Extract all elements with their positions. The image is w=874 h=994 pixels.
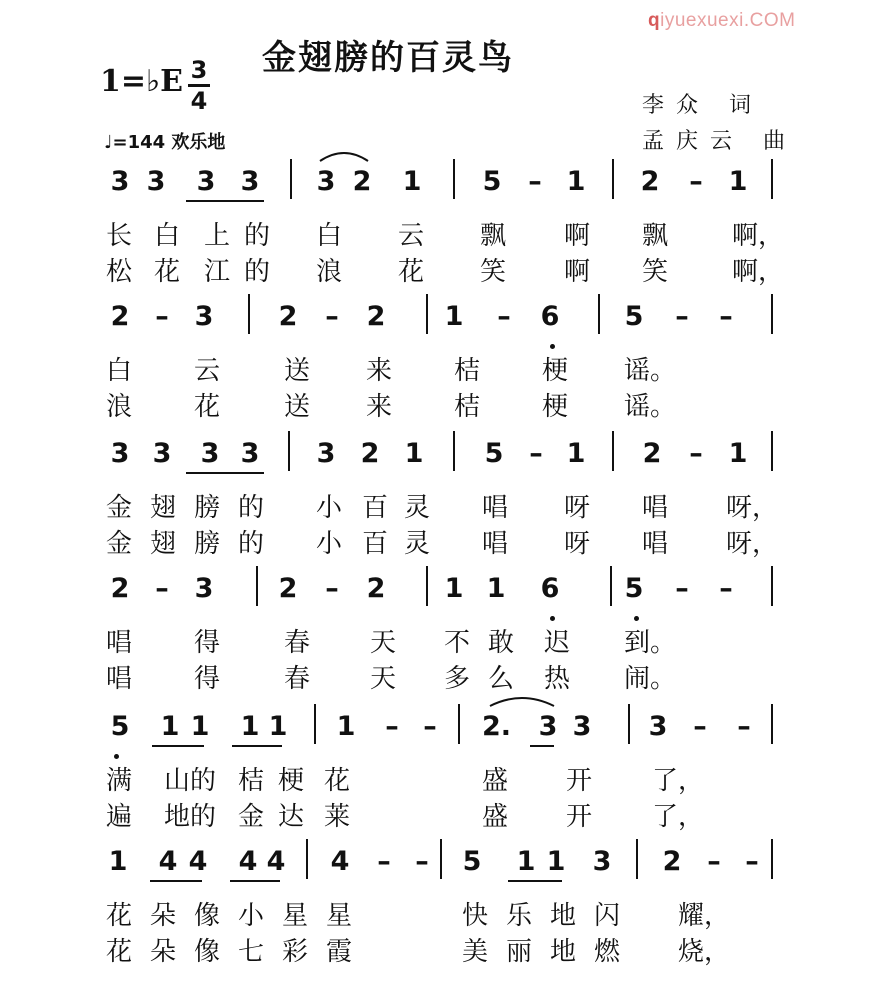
lyric-syllable: 白 [316,221,343,251]
note: 2 [640,166,660,197]
lyric-syllable: 梗 [542,392,569,422]
lyric-syllable: 膀 [194,493,221,523]
note: – [497,301,511,332]
note: 1 [240,711,260,742]
lyric-syllable: 花 [324,766,351,796]
lyric-syllable: 么 [488,664,515,694]
lyric-syllable: 美 [462,937,489,967]
note: – [689,166,703,197]
note: – [529,438,543,469]
lyric-syllable: 迟 [544,628,571,658]
lyric-syllable: 长 [106,221,133,251]
lyric-syllable: 敢 [488,628,515,658]
lyric-syllable: 松 [106,257,133,287]
lyric-syllable: 燃 [594,937,621,967]
lyric-syllable: 来 [366,392,393,422]
beat-underline [232,745,282,747]
lyric-syllable: 小 [316,529,343,559]
note: 1 [108,846,128,877]
note: – [377,846,391,877]
note: – [737,711,751,742]
barline [256,566,258,606]
lyric-syllable: 朵 [150,901,177,931]
lyric-syllable: 热 [544,664,571,694]
lyric-syllable: 满 [106,766,133,796]
note: – [385,711,399,742]
note: – [745,846,759,877]
note: 2 [642,438,662,469]
lyric-syllable: 七 [238,937,265,967]
note: 3 [572,711,592,742]
lyric-syllable: 春 [284,628,311,658]
lyric-syllable: 送 [284,356,311,386]
lyric-syllable: 的 [238,493,265,523]
lyric-syllable: 呀， [726,529,779,559]
note: 2 [278,573,298,604]
lyric-syllable: 呀 [564,529,591,559]
note: – [707,846,721,877]
lyric-syllable: 江 [204,257,231,287]
note: 1 [190,711,210,742]
note: 1 [516,846,536,877]
note: 2 [366,573,386,604]
note: – [423,711,437,742]
lyric-syllable: 花 [106,901,133,931]
lyric-syllable: 遍 [106,802,133,832]
tempo-marking: ♩=144 欢乐地 [104,132,226,153]
lyric-syllable: 地的 [164,802,217,832]
note: 3 [146,166,166,197]
time-top: 3 [190,56,208,84]
lyric-syllable: 送 [284,392,311,422]
lyric-syllable: 梗 [278,766,305,796]
barline [612,431,614,471]
lyric-syllable: 朵 [150,937,177,967]
lyric-syllable: 花 [398,257,425,287]
note: 6 [540,301,560,332]
lyric-syllable: 得 [194,628,221,658]
lyric-syllable: 像 [194,937,221,967]
lyric-syllable: 闹。 [624,664,677,694]
note: 3 [194,573,214,604]
lyric-syllable: 开 [566,766,593,796]
note: 2 [366,301,386,332]
lyric-syllable: 梗 [542,356,569,386]
lyric-syllable: 翅 [150,529,177,559]
lyric-syllable: 小 [316,493,343,523]
slur [488,692,556,708]
note: 2 [110,573,130,604]
slur [318,147,370,163]
lyric-syllable: 星 [282,901,309,931]
note: 3 [648,711,668,742]
lyric-syllable: 得 [194,664,221,694]
barline [628,704,630,744]
note: 2 [360,438,380,469]
lyric-syllable: 不 [444,628,471,658]
lyric-syllable: 唱 [482,493,509,523]
lyric-syllable: 盛 [482,802,509,832]
note: 1 [336,711,356,742]
lyric-syllable: 了， [652,802,705,832]
beat-underline [508,880,562,882]
note: 3 [196,166,216,197]
note: 6 [540,573,560,604]
low-octave-dot [114,754,119,759]
note: 2 [352,166,372,197]
lyric-syllable: 花 [154,257,181,287]
lyric-syllable: 耀， [678,901,731,931]
note: – [325,573,339,604]
lyric-syllable: 唱 [106,628,133,658]
lyric-syllable: 天 [370,628,397,658]
note: 1 [444,301,464,332]
music-system [0,572,874,702]
barline [771,159,773,199]
music-system [0,165,874,295]
lyric-syllable: 的 [238,529,265,559]
note: 4 [330,846,350,877]
lyric-syllable: 百 [362,529,389,559]
lyric-syllable: 丽 [506,937,533,967]
lyric-syllable: 的 [244,257,271,287]
barline [771,839,773,879]
barline [771,704,773,744]
key-text: 1=♭E [100,64,184,99]
barline [453,159,455,199]
note: 2 [278,301,298,332]
lyric-syllable: 山的 [164,766,217,796]
barline [248,294,250,334]
barline [636,839,638,879]
lyric-syllable: 快 [462,901,489,931]
lyric-syllable: 地 [550,937,577,967]
lyric-syllable: 上 [204,221,231,251]
lyric-syllable: 天 [370,664,397,694]
note: 1 [444,573,464,604]
lyric-syllable: 百 [362,493,389,523]
note: – [155,301,169,332]
note: 2. [482,711,512,742]
note: 3 [316,438,336,469]
lyric-syllable: 谣。 [624,356,677,386]
watermark-text: iyuexuexi.COM [660,10,796,31]
note: 3 [110,438,130,469]
note: – [528,166,542,197]
note: – [675,573,689,604]
note: 4 [238,846,258,877]
lyric-syllable: 飘 [480,221,507,251]
beat-underline [152,745,204,747]
lyric-syllable: 花 [194,392,221,422]
note: 1 [402,166,422,197]
beat-underline [530,745,554,747]
note: 5 [624,573,644,604]
lyric-syllable: 笑 [642,257,669,287]
low-octave-dot [550,344,555,349]
composer-credit: 孟庆云 曲 [642,129,797,154]
note: 3 [538,711,558,742]
note: 1 [160,711,180,742]
music-system [0,300,874,430]
note: 1 [728,438,748,469]
lyric-syllable: 谣。 [624,392,677,422]
lyric-syllable: 白 [106,356,133,386]
note: 1 [566,166,586,197]
beat-underline [150,880,202,882]
barline [453,431,455,471]
note: 3 [200,438,220,469]
barline [440,839,442,879]
lyric-syllable: 呀 [564,493,591,523]
lyric-syllable: 像 [194,901,221,931]
lyric-syllable: 云 [194,356,221,386]
note: 5 [462,846,482,877]
note: 2 [110,301,130,332]
barline [290,159,292,199]
lyricist-credit: 李众 词 [642,93,763,118]
barline [426,294,428,334]
lyric-syllable: 桔 [454,356,481,386]
lyric-syllable: 莱 [324,802,351,832]
lyric-syllable: 达 [278,802,305,832]
lyric-syllable: 桔 [454,392,481,422]
lyric-syllable: 来 [366,356,393,386]
lyric-syllable: 春 [284,664,311,694]
lyric-syllable: 金 [106,529,133,559]
barline [612,159,614,199]
time-bottom: 4 [190,87,208,115]
barline [288,431,290,471]
lyric-syllable: 浪 [316,257,343,287]
lyric-syllable: 小 [238,901,265,931]
lyric-syllable: 到。 [624,628,677,658]
barline [306,839,308,879]
lyric-syllable: 唱 [106,664,133,694]
lyric-syllable: 膀 [194,529,221,559]
barline [771,431,773,471]
lyric-syllable: 了， [652,766,705,796]
lyric-syllable: 盛 [482,766,509,796]
beat-underline [186,200,264,202]
lyric-syllable: 桔 [238,766,265,796]
note: 3 [240,166,260,197]
barline [426,566,428,606]
lyric-syllable: 地 [550,901,577,931]
note: – [689,438,703,469]
music-system [0,437,874,567]
lyric-syllable: 花 [106,937,133,967]
watermark: qiyuexuexi.COM [648,10,796,31]
note: 5 [482,166,502,197]
low-octave-dot [550,616,555,621]
low-octave-dot [634,616,639,621]
lyric-syllable: 唱 [482,529,509,559]
note: – [325,301,339,332]
lyric-syllable: 云 [398,221,425,251]
note: – [155,573,169,604]
note: 1 [546,846,566,877]
note: 3 [592,846,612,877]
lyric-syllable: 翅 [150,493,177,523]
note: 4 [266,846,286,877]
note: 2 [662,846,682,877]
lyric-syllable: 唱 [642,493,669,523]
barline [314,704,316,744]
note: – [693,711,707,742]
lyric-syllable: 呀， [726,493,779,523]
lyric-syllable: 彩 [282,937,309,967]
note: – [719,573,733,604]
note: – [719,301,733,332]
lyric-syllable: 唱 [642,529,669,559]
note: 5 [484,438,504,469]
note: 4 [158,846,178,877]
lyric-syllable: 星 [326,901,353,931]
lyric-syllable: 的 [244,221,271,251]
lyric-syllable: 浪 [106,392,133,422]
lyric-syllable: 烧， [678,937,731,967]
lyric-syllable: 灵 [404,493,431,523]
note: – [675,301,689,332]
music-system [0,710,874,840]
lyric-syllable: 闪 [594,901,621,931]
note: 1 [404,438,424,469]
barline [610,566,612,606]
note: 1 [268,711,288,742]
lyric-syllable: 开 [566,802,593,832]
barline [771,294,773,334]
lyric-syllable: 灵 [404,529,431,559]
note: – [415,846,429,877]
lyric-syllable: 啊， [732,221,785,251]
note: 3 [240,438,260,469]
barline [598,294,600,334]
lyric-syllable: 飘 [642,221,669,251]
lyric-syllable: 啊， [732,257,785,287]
barline [458,704,460,744]
lyric-syllable: 笑 [480,257,507,287]
note: 4 [188,846,208,877]
lyric-syllable: 金 [238,802,265,832]
note: 3 [152,438,172,469]
lyric-syllable: 多 [444,664,471,694]
lyric-syllable: 乐 [506,901,533,931]
lyric-syllable: 白 [154,221,181,251]
lyric-syllable: 啊 [564,257,591,287]
note: 1 [728,166,748,197]
note: 3 [110,166,130,197]
song-title: 金翅膀的百灵鸟 [262,38,514,78]
time-signature [188,58,210,113]
barline [771,566,773,606]
note: 1 [486,573,506,604]
music-system [0,845,874,975]
lyric-syllable: 啊 [564,221,591,251]
beat-underline [230,880,280,882]
note: 5 [624,301,644,332]
lyric-syllable: 霞 [326,937,353,967]
lyric-syllable: 金 [106,493,133,523]
note: 5 [110,711,130,742]
beat-underline [186,472,264,474]
note: 1 [566,438,586,469]
note: 3 [194,301,214,332]
note: 3 [316,166,336,197]
